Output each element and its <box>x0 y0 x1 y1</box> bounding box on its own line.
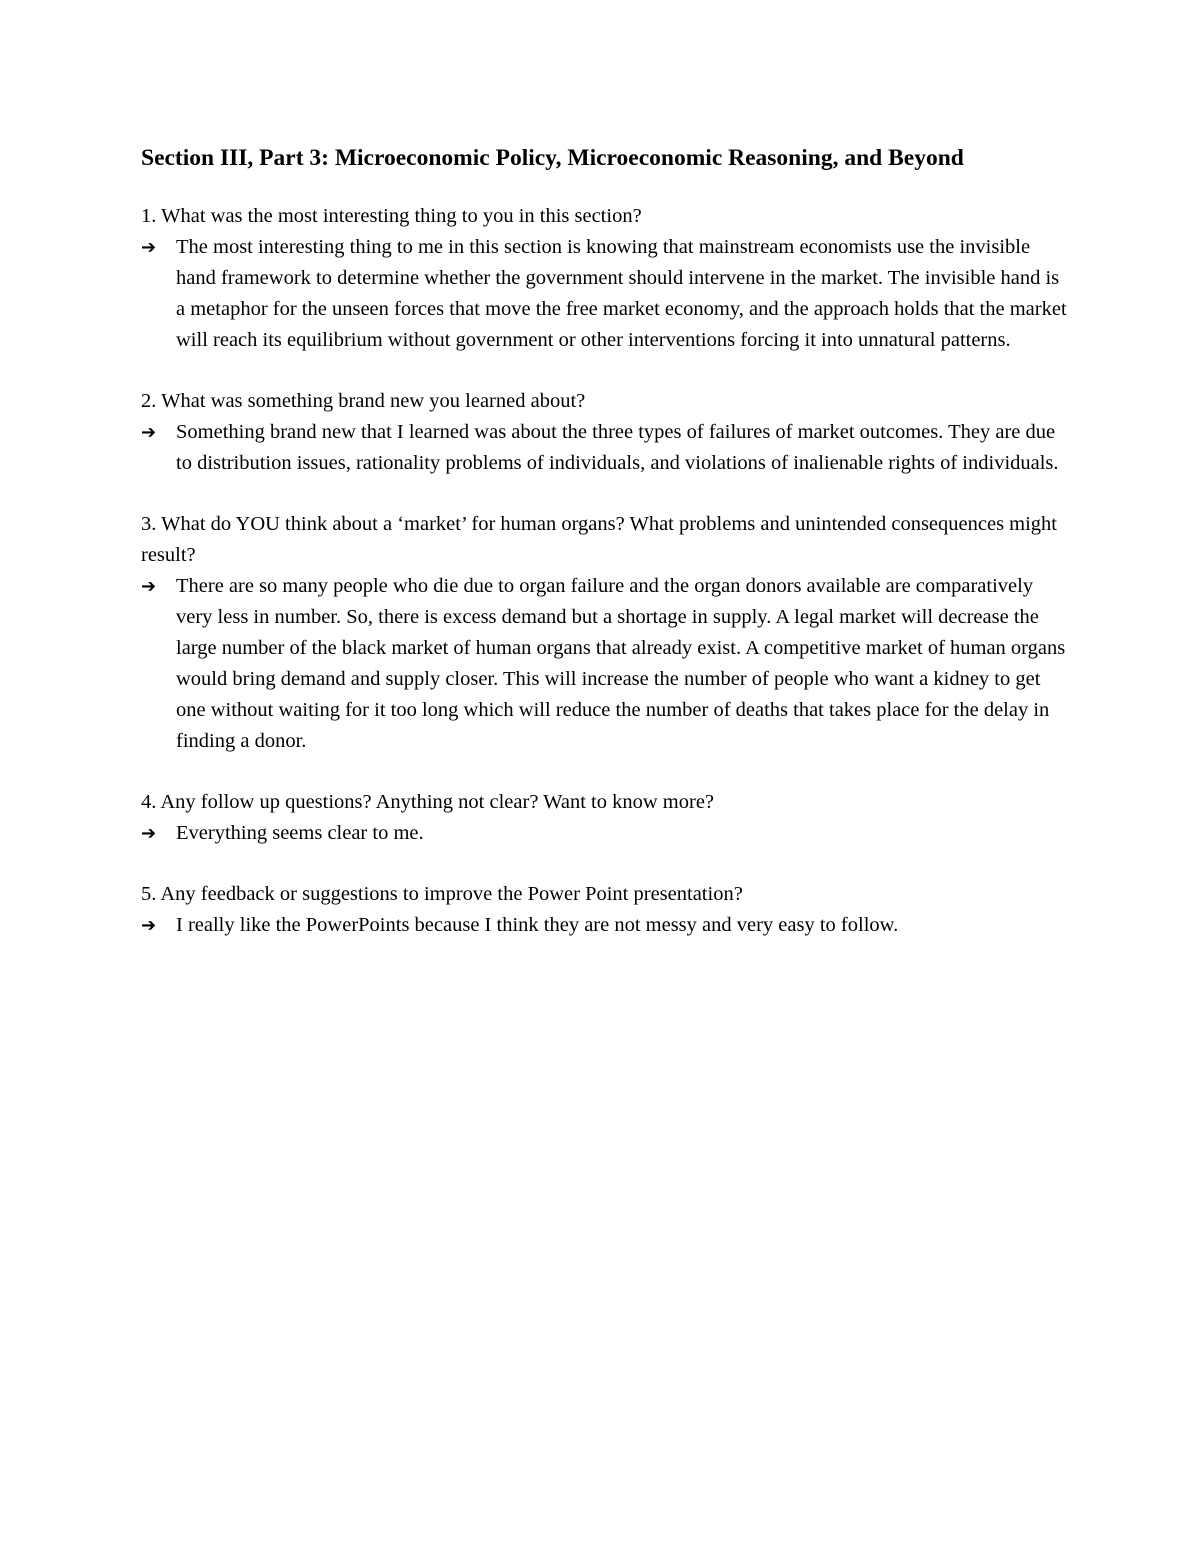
question-1: 1. What was the most interesting thing to you in this section? <box>141 205 642 227</box>
question-5: 5. Any feedback or suggestions to improve the Power Point presentation? <box>141 883 743 905</box>
arrow-bullet-icon: ➔ <box>141 237 157 258</box>
qa-item-1 <box>141 201 1071 356</box>
question-4: 4. Any follow up questions? Anything not clear? Want to know more? <box>141 791 715 813</box>
document-title: Section III, Part 3: Microeconomic Policy, Microeconomic Reasoning, and Beyond <box>141 145 964 171</box>
answer-1-text: The most interesting thing to me in this section is knowing that mainstream economists use the invisible hand framework to determine whether the government should intervene in the market. The invisible hand is a metaphor for the unseen forces that move the free market economy, and the approach holds that the market will reach its equilibrium without government or other interventions forcing it into unnatural patterns. <box>176 236 1067 351</box>
qa-item-4 <box>141 787 1071 849</box>
answer-4 <box>141 818 1071 849</box>
answer-3 <box>141 571 1071 757</box>
answer-2 <box>141 417 1071 479</box>
answer-1 <box>141 232 1071 356</box>
question-2: 2. What was something brand new you learned about? <box>141 390 586 412</box>
qa-item-3 <box>141 509 1071 757</box>
question-3: 3. What do YOU think about a ‘market’ for human organs? What problems and unintended consequences might result? <box>141 513 1058 566</box>
answer-4-text: Everything seems clear to me. <box>176 822 424 844</box>
document-page <box>141 140 1071 971</box>
answer-2-text: Something brand new that I learned was about the three types of failures of market outcomes. They are due to distribution issues, rationality problems of individuals, and violations of inalienable rights of individuals. <box>176 421 1059 474</box>
arrow-bullet-icon: ➔ <box>141 576 157 597</box>
arrow-bullet-icon: ➔ <box>141 823 157 844</box>
qa-item-5 <box>141 879 1071 941</box>
arrow-bullet-icon: ➔ <box>141 915 157 936</box>
qa-item-2 <box>141 386 1071 479</box>
answer-5-text: I really like the PowerPoints because I think they are not messy and very easy to follow. <box>176 914 899 936</box>
arrow-bullet-icon: ➔ <box>141 422 157 443</box>
answer-3-text: There are so many people who die due to organ failure and the organ donors available are comparatively very less in number. So, there is excess demand but a shortage in supply. A legal market will decrease the large number of the black market of human organs that already exist. A competitive market of human organs would bring demand and supply closer. This will increase the number of people who want a kidney to get one without waiting for it too long which will reduce the number of deaths that takes place for the delay in finding a donor. <box>176 575 1066 752</box>
answer-5 <box>141 910 1071 941</box>
